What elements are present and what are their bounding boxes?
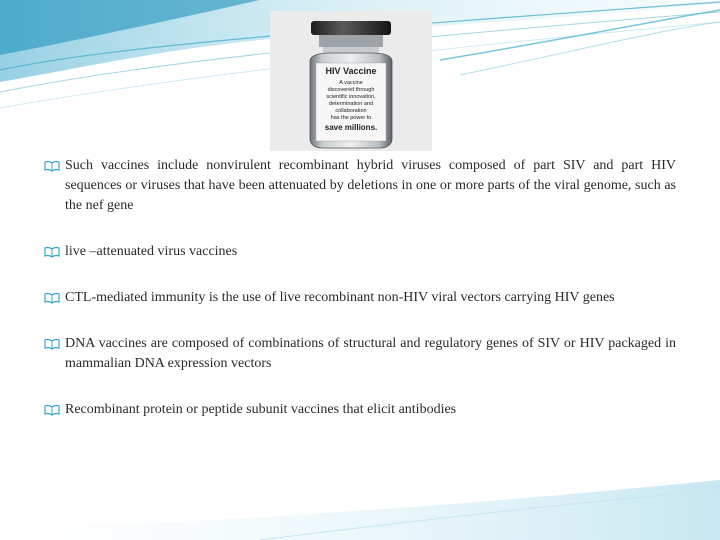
bullet-text: CTL-mediated immunity is the use of live recombinant non-HIV viral vectors carrying HIV genes xyxy=(65,290,615,305)
bullet-book-icon xyxy=(44,338,60,350)
vial-label-line: A vaccine xyxy=(339,80,363,86)
wave-decoration-bottom xyxy=(0,450,720,540)
vial-label-emphasis: save millions. xyxy=(324,123,378,132)
bullet-list xyxy=(44,154,676,420)
hiv-vaccine-vial-image xyxy=(270,11,432,151)
bullet-book-icon xyxy=(44,292,60,304)
vial-label xyxy=(316,66,386,132)
vial-label-title: HIV Vaccine xyxy=(325,66,377,76)
bullet-text: DNA vaccines are composed of combinations of structural and regulatory genes of SIV or HIV packaged in mammalian DNA expression vectors xyxy=(65,336,676,371)
bullet-item xyxy=(44,288,676,308)
vial-label-line: determination and xyxy=(328,101,374,107)
vial-label-line: discovered through xyxy=(327,87,375,93)
bullet-item xyxy=(44,242,676,262)
vial-label-line: has the power to xyxy=(330,115,372,121)
bullet-book-icon xyxy=(44,246,60,258)
bullet-item xyxy=(44,400,676,420)
bullet-item xyxy=(44,334,676,374)
bullet-text: Recombinant protein or peptide subunit vaccines that elicit antibodies xyxy=(65,402,457,417)
vial-label-line: collaboration xyxy=(335,108,367,114)
bullet-book-icon xyxy=(44,404,60,416)
vial-label-line: scientific innovation, xyxy=(326,94,376,100)
bullet-item xyxy=(44,156,676,216)
bullet-book-icon xyxy=(44,160,60,172)
bullet-text: Such vaccines include nonvirulent recombinant hybrid viruses composed of part SIV and part HIV sequences or viruses that have been attenuated by deletions in one or more parts of the viral genome, such as the nef gene xyxy=(65,158,676,213)
bullet-text: live –attenuated virus vaccines xyxy=(65,244,238,259)
